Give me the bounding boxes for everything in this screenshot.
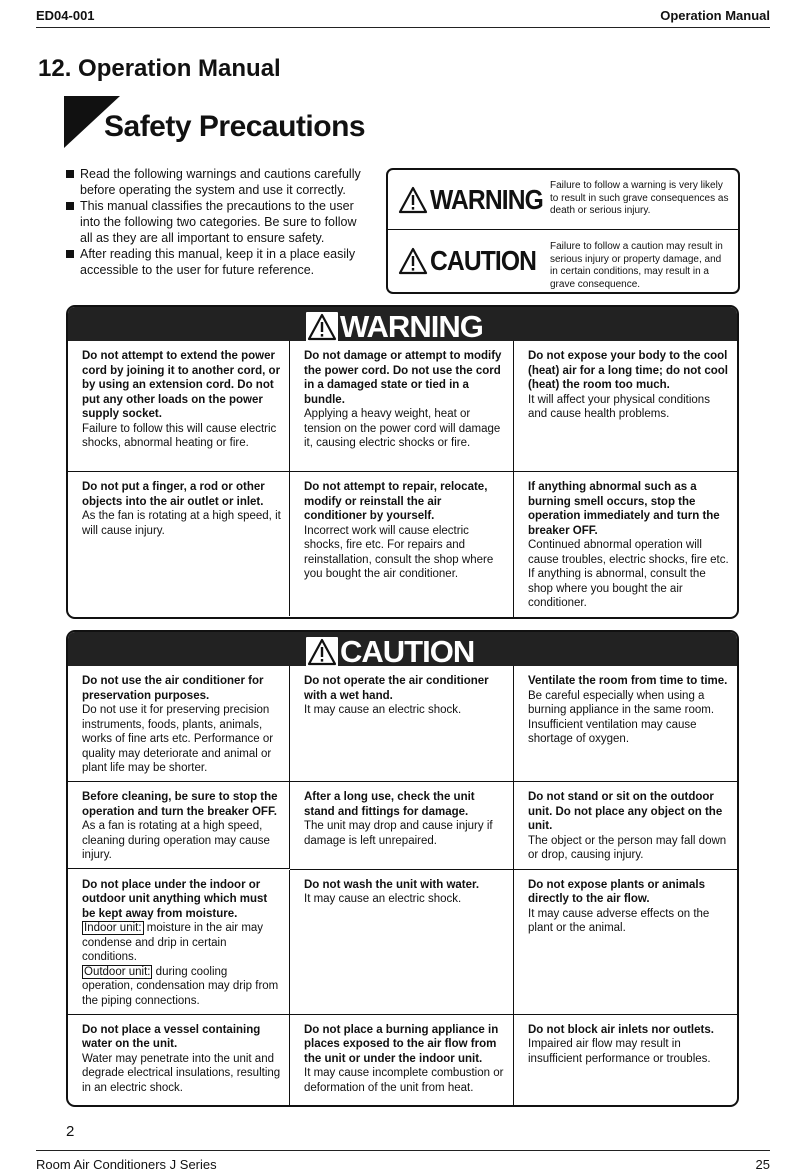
indoor-unit-tag: Indoor unit: [84, 922, 142, 934]
caution-cell-heading: Do not place under the indoor or outdoor unit anything which must be kept away from moisture. [82, 878, 268, 920]
caution-cell-heading: Do not stand or sit on the outdoor unit. Do not place any object on the unit. [528, 791, 723, 832]
warning-cell-heading: Do not expose your body to the cool (heat) air for a long time; do not cool (heat) the room too much. [528, 350, 728, 391]
caution-cell-text: Do not use it for preserving precision instruments, foods, plants, animals, works of fine arts etc. Performance or quality may deteriorate and animal or plant life may be shorter. [82, 704, 274, 774]
indoor-unit-text: moisture in the air may condense and drip in certain conditions. [82, 922, 264, 963]
warning-cell-text: As the fan is rotating at a high speed, it will cause injury. [82, 510, 281, 537]
caution-cell-heading: After a long use, check the unit stand and fittings for damage. [304, 791, 475, 818]
warning-cell-heading: Do not damage or attempt to modify the power cord. Do not use the cord in a damaged state or tied in a bundle. [304, 350, 502, 406]
page-title: Safety Precautions [104, 110, 366, 143]
warning-banner-label: WARNING [340, 309, 483, 344]
warning-cell [290, 341, 514, 472]
warning-cell [514, 472, 737, 617]
caution-cell-heading: Do not operate the air conditioner with a wet hand. [304, 675, 489, 702]
caution-cell [68, 666, 290, 782]
doc-id: ED04-001 [36, 8, 95, 23]
page-header [36, 8, 770, 28]
warning-cell-heading: Do not attempt to extend the power cord by joining it to another cord, or by using an extension cord. Do not put any other loads on the power supply socket. [82, 350, 281, 420]
caution-cell [68, 1015, 290, 1105]
intro-item: Read the following warnings and cautions carefully before operating the system and use it correctly. [64, 166, 370, 198]
caution-cell [290, 1015, 514, 1105]
caution-cell-heading: Before cleaning, be sure to stop the operation and turn the breaker OFF. [82, 791, 278, 818]
warning-cell-heading: If anything abnormal such as a burning smell occurs, stop the operation immediately and turn the breaker OFF. [528, 481, 720, 537]
legend-warning-row [388, 170, 738, 230]
caution-triangle-icon [306, 637, 338, 667]
outdoor-unit-note [82, 965, 281, 1009]
warning-cell-heading: Do not put a finger, a rod or other objects into the air outlet or inlet. [82, 481, 265, 508]
caution-cell [514, 870, 737, 1015]
caution-cell [290, 782, 514, 870]
caution-cell-text: It may cause adverse effects on the plant or the animal. [528, 907, 710, 934]
caution-cell-heading: Do not wash the unit with water. [304, 878, 480, 891]
category-legend [386, 168, 740, 294]
warning-grid [68, 341, 737, 617]
caution-cell-text: It may cause an electric shock. [304, 704, 462, 716]
warning-triangle-icon [306, 312, 338, 342]
caution-triangle-icon [398, 247, 428, 275]
warning-cell [68, 472, 290, 616]
caution-cell-heading: Ventilate the room from time to time. [528, 675, 728, 687]
caution-cell-text: Be careful especially when using a burning appliance in the same room. Insufficient ventilation may cause shortage of oxygen. [528, 689, 715, 745]
caution-cell [290, 870, 514, 1015]
caution-banner-label: CAUTION [340, 634, 475, 669]
warning-banner [68, 307, 737, 344]
intro-item: After reading this manual, keep it in a place easily accessible to the user for future reference. [64, 246, 370, 278]
caution-cell [68, 870, 290, 1015]
warning-triangle-icon [398, 186, 428, 214]
warning-cell [290, 472, 514, 617]
warning-cell-text: Incorrect work will cause electric shocks, fire etc. For repairs and reinstallation, consult the shop where you bought the air conditioner. [304, 524, 494, 580]
intro-list [64, 166, 370, 278]
caution-cell-text: It may cause an electric shock. [304, 893, 462, 905]
warning-box [66, 305, 739, 619]
caution-banner [68, 632, 737, 669]
warning-cell-heading: Do not attempt to repair, relocate, modify or reinstall the air conditioner by yourself. [304, 481, 488, 522]
caution-cell [290, 666, 514, 782]
caution-cell [514, 782, 737, 870]
footer-page-number: 25 [755, 1157, 770, 1172]
caution-cell-heading: Do not place a burning appliance in places exposed to the air flow from the unit or under the indoor unit. [304, 1023, 499, 1065]
caution-cell [68, 782, 290, 869]
legend-caution-desc: Failure to follow a caution may result in serious injury or property damage, and in certain conditions, may result in a grave consequence. [550, 241, 723, 290]
caution-cell-text: The unit may drop and cause injury if damage is left unrepaired. [304, 820, 493, 847]
page-number-local: 2 [66, 1123, 75, 1140]
doc-type: Operation Manual [660, 8, 770, 23]
page-footer [36, 1150, 770, 1172]
caution-cell-text: Water may penetrate into the unit and degrade electrical insulations, resulting in an electric shock. [82, 1052, 281, 1094]
caution-grid [68, 666, 737, 1105]
caution-box [66, 630, 739, 1107]
caution-cell-text: It may cause incomplete combustion or deformation of the unit from heat. [304, 1067, 504, 1094]
caution-cell-heading: Do not expose plants or animals directly to the air flow. [528, 878, 706, 905]
legend-caution-row [388, 231, 738, 291]
warning-cell-text: Applying a heavy weight, heat or tension on the power cord will damage it, causing electric shocks or fire. [304, 408, 501, 449]
footer-series: Room Air Conditioners J Series [36, 1157, 217, 1172]
warning-cell-text: Failure to follow this will cause electric shocks, abnormal heating or fire. [82, 422, 277, 449]
legend-warning-word: WARNING [430, 184, 543, 215]
section-title: 12. Operation Manual [38, 55, 281, 82]
outdoor-unit-tag: Outdoor unit: [84, 965, 151, 978]
outdoor-unit-text: during cooling operation, condensation may drip from the piping connections. [82, 965, 279, 1007]
warning-cell [68, 341, 290, 472]
warning-cell [514, 341, 737, 472]
caution-cell-heading: Do not use the air conditioner for preservation purposes. [82, 675, 264, 702]
caution-cell-heading: Do not place a vessel containing water on the unit. [82, 1023, 261, 1050]
caution-cell-text: As a fan is rotating at a high speed, cleaning during operation may cause injury. [82, 820, 270, 861]
indoor-unit-note [82, 921, 281, 965]
caution-cell-heading: Do not block air inlets nor outlets. [528, 1023, 714, 1036]
caution-cell-text: The object or the person may fall down or drop, causing injury. [528, 834, 727, 861]
caution-cell-text: Impaired air flow may result in insufficient performance or troubles. [528, 1038, 711, 1065]
caution-cell [514, 666, 737, 782]
intro-item: This manual classifies the precautions to the user into the following two categories. Be sure to follow all as they are all important to ensure safety. [64, 198, 370, 246]
caution-cell [514, 1015, 737, 1105]
warning-cell-text: Continued abnormal operation will cause troubles, electric shocks, fire etc. If anything is abnormal, consult the shop where you bought the air conditioner. [528, 539, 729, 609]
legend-caution-word: CAUTION [430, 245, 537, 276]
warning-cell-text: It will affect your physical conditions and cause health problems. [528, 393, 710, 420]
legend-warning-desc: Failure to follow a warning is very likely to result in such grave consequences as death or serious injury. [550, 180, 729, 216]
